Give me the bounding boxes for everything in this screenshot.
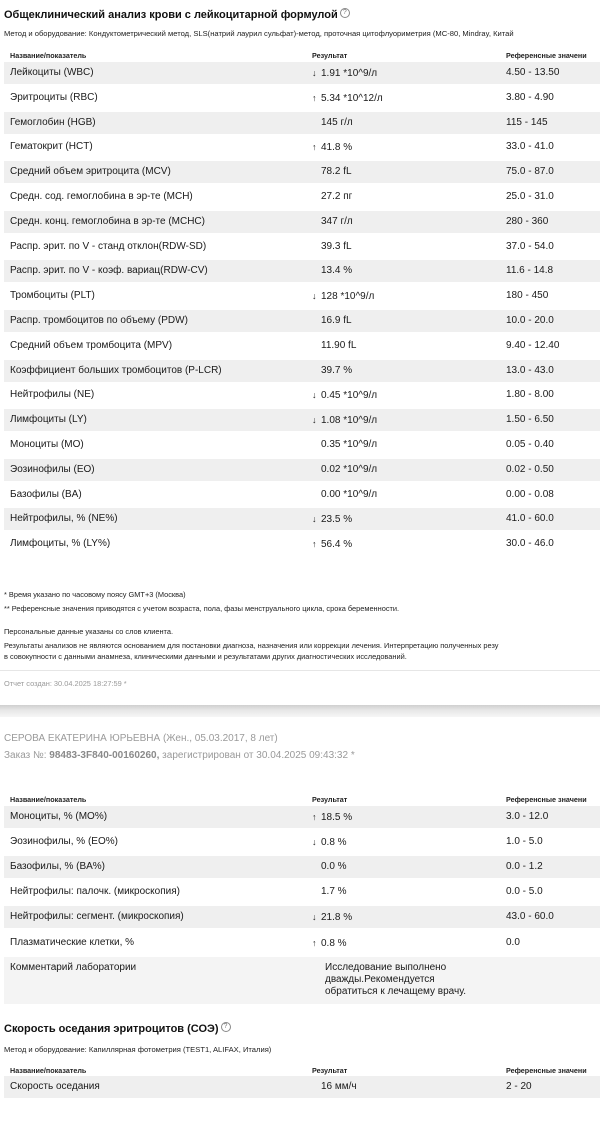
lab-comment-label: Комментарий лаборатории: [10, 962, 137, 973]
result-value: 0.8 %: [321, 837, 347, 849]
col-header-name: Название/показатель: [10, 795, 87, 804]
row-reference: 0.00 - 0.08: [506, 488, 554, 500]
table-row: [4, 508, 600, 530]
row-reference: 1.0 - 5.0: [506, 836, 543, 848]
row-name: Распр. эрит. по V - станд отклон(RDW-SD): [10, 240, 207, 252]
row-result: [312, 856, 347, 878]
row-result: [312, 533, 352, 555]
row-name: Средний объем эритроцита (MCV): [10, 166, 171, 178]
result-value: 0.02 *10^9/л: [321, 463, 378, 475]
row-name: Эозинофилы, % (EO%): [10, 836, 118, 848]
flag-arrow-icon: ↓: [312, 390, 317, 401]
flag-arrow-icon: ↓: [312, 415, 317, 426]
row-name: Скорость оседания: [10, 1081, 100, 1092]
row-reference: 11.6 - 14.8: [506, 265, 554, 277]
row-result: [312, 87, 383, 109]
row-result: [312, 112, 353, 134]
table-row: [4, 335, 600, 357]
row-result: [312, 409, 377, 431]
flag-arrow-icon: ↓: [312, 912, 317, 923]
row-name: Гематокрит (HCT): [10, 141, 93, 153]
result-value: 128 *10^9/л: [321, 291, 375, 303]
row-reference: 43.0 - 60.0: [506, 911, 554, 923]
row-name: Гемоглобин (HGB): [10, 116, 96, 128]
divider: [0, 670, 600, 671]
table-row: [4, 906, 600, 928]
result-value: 0.00 *10^9/л: [321, 488, 378, 500]
row-result: [312, 1076, 357, 1098]
row-reference: 3.80 - 4.90: [506, 91, 554, 103]
flag-arrow-icon: ↑: [312, 539, 317, 550]
row-reference: 180 - 450: [506, 290, 549, 302]
table-row: [4, 360, 600, 382]
result-value: 0.35 *10^9/л: [321, 439, 378, 450]
row-name: Нейтрофилы, % (NE%): [10, 513, 118, 525]
result-value: 21.8 %: [321, 912, 353, 924]
row-result: [312, 310, 352, 332]
row-name: Нейтрофилы: палочк. (микроскопия): [10, 886, 180, 898]
row-name: Плазматические клетки, %: [10, 936, 135, 948]
row-result: [312, 211, 353, 233]
order-registered: зарегистрирован от 30.04.2025 09:43:32 *: [162, 750, 355, 761]
row-reference: 13.0 - 43.0: [506, 364, 554, 376]
result-value: 39.7 %: [321, 364, 353, 376]
section-title-text: Скорость оседания эритроцитов (СОЭ): [4, 1023, 219, 1035]
result-value: 16.9 fL: [321, 315, 352, 326]
result-value: 347 г/л: [321, 215, 353, 227]
row-result: [312, 335, 356, 357]
table-row: [4, 1076, 600, 1098]
table-row: [4, 484, 600, 506]
row-result: [312, 62, 377, 84]
col-header-name: Название/показатель: [10, 1066, 87, 1075]
row-name: Лейкоциты (WBC): [10, 67, 94, 78]
row-name: Нейтрофилы: сегмент. (микроскопия): [10, 911, 184, 923]
lab-comment-line: дважды.Рекомендуется: [325, 974, 435, 985]
table-row: [4, 236, 600, 258]
result-value: 16 мм/ч: [321, 1081, 357, 1092]
lab-comment-row: [4, 957, 600, 1004]
result-value: 1.7 %: [321, 886, 347, 898]
row-name: Распр. тромбоцитов по объему (PDW): [10, 315, 188, 326]
question-circle-icon[interactable]: ?: [221, 1022, 231, 1032]
table-row: [4, 260, 600, 282]
row-result: [312, 459, 377, 481]
result-value: 13.4 %: [321, 265, 353, 277]
row-name: Моноциты, % (MO%): [10, 811, 108, 822]
row-result: [312, 136, 352, 158]
page-separator: [0, 705, 600, 717]
result-value: 5.34 *10^12/л: [321, 92, 383, 104]
row-name: Распр. эрит. по V - коэф. вариац(RDW-CV): [10, 265, 208, 277]
result-value: 1.91 *10^9/л: [321, 68, 378, 79]
footnote-timezone: * Время указано по часовому поясу GMT+3 (Москва): [4, 590, 186, 599]
row-name: Базофилы, % (BA%): [10, 861, 105, 873]
table-row: [4, 62, 600, 84]
section-title-esr: [4, 1023, 231, 1035]
row-reference: 9.40 - 12.40: [506, 339, 560, 351]
result-value: 1.08 *10^9/л: [321, 415, 378, 427]
table-row: [4, 136, 600, 158]
section-title-cbc: [4, 9, 350, 21]
row-reference: 115 - 145: [506, 116, 548, 128]
table-row: [4, 384, 600, 406]
row-result: [312, 161, 352, 183]
row-result: [312, 484, 377, 506]
table-row: [4, 87, 600, 109]
row-name: Эозинофилы (EO): [10, 463, 95, 475]
flag-arrow-icon: ↑: [312, 142, 317, 153]
result-value: 41.8 %: [321, 142, 353, 154]
col-header-ref: Референсные значени: [506, 1066, 587, 1075]
row-reference: 33.0 - 41.0: [506, 141, 554, 153]
footnote-disclaimer-2: в совокупности с данными анамнеза, клиническими данными и результатами других диагностических исследований.: [4, 652, 407, 661]
row-reference: 0.0 - 5.0: [506, 886, 543, 898]
row-name: Базофилы (BA): [10, 488, 82, 500]
flag-arrow-icon: ↑: [312, 92, 317, 103]
row-name: Тромбоциты (PLT): [10, 290, 95, 302]
row-result: [312, 434, 377, 456]
table-row: [4, 881, 600, 903]
table-row: [4, 932, 600, 954]
row-reference: 0.02 - 0.50: [506, 463, 554, 475]
col-header-ref: Референсные значени: [506, 795, 587, 804]
result-value: 27.2 пг: [321, 191, 353, 202]
row-reference: 2 - 20: [506, 1081, 532, 1092]
row-result: [312, 508, 352, 530]
row-result: [312, 236, 352, 258]
row-reference: 4.50 - 13.50: [506, 67, 560, 78]
table-row: [4, 112, 600, 134]
row-result: [312, 260, 352, 282]
row-reference: 0.0 - 1.2: [506, 861, 543, 873]
table-row: [4, 285, 600, 307]
table-row: [4, 409, 600, 431]
footnote-personal-data: Персональные данные указаны со слов клиента.: [4, 627, 173, 636]
footnote-reference: ** Референсные значения приводятся с учетом возраста, пола, фазы менструального цикла, срока беременности.: [4, 604, 400, 613]
flag-arrow-icon: ↓: [312, 68, 317, 78]
lab-comment-line: Исследование выполнено: [325, 962, 447, 973]
row-name: Средн. конц. гемоглобина в эр-те (MCHC): [10, 215, 205, 227]
result-value: 0.8 %: [321, 937, 347, 949]
table-row: [4, 434, 600, 456]
col-header-ref: Референсные значени: [506, 51, 587, 60]
row-name: Лимфоциты, % (LY%): [10, 538, 111, 550]
flag-arrow-icon: ↑: [312, 937, 317, 948]
row-name: Нейтрофилы (NE): [10, 389, 95, 401]
row-result: [312, 932, 347, 954]
row-reference: 0.0: [506, 936, 520, 948]
patient-name-line: СЕРОВА ЕКАТЕРИНА ЮРЬЕВНА (Жен., 05.03.2017, 8 лет): [4, 733, 278, 744]
row-name: Коэффициент больших тромбоцитов (P-LCR): [10, 364, 222, 376]
row-reference: 75.0 - 87.0: [506, 166, 554, 178]
col-header-result: Результат: [312, 1066, 348, 1075]
footnote-disclaimer-1: Результаты анализов не являются основанием для постановки диагноза, назначения или коррекции лечения. Интерпретацию полученных резу: [4, 641, 499, 650]
section-title-text: Общеклинический анализ крови с лейкоцитарной формулой: [4, 9, 338, 21]
row-reference: 41.0 - 60.0: [506, 513, 554, 525]
flag-arrow-icon: ↑: [312, 812, 317, 822]
result-value: 39.3 fL: [321, 240, 352, 252]
result-value: 11.90 fL: [321, 339, 357, 351]
table-row: [4, 310, 600, 332]
result-value: 23.5 %: [321, 514, 353, 526]
row-result: [312, 881, 347, 903]
order-label: Заказ №:: [4, 750, 47, 761]
flag-arrow-icon: ↓: [312, 291, 317, 302]
col-header-result: Результат: [312, 51, 348, 60]
table-row: [4, 806, 600, 828]
table-row: [4, 459, 600, 481]
row-result: [312, 186, 352, 208]
row-result: [312, 906, 352, 928]
row-result: [312, 285, 374, 307]
row-name: Моноциты (MO): [10, 439, 84, 450]
report-created: Отчет создан: 30.04.2025 18:27:59 *: [4, 679, 127, 688]
row-reference: 37.0 - 54.0: [506, 240, 554, 252]
row-reference: 25.0 - 31.0: [506, 191, 554, 202]
row-name: Лимфоциты (LY): [10, 414, 87, 426]
row-reference: 1.80 - 8.00: [506, 389, 554, 401]
table-row: [4, 186, 600, 208]
result-value: 56.4 %: [321, 539, 353, 551]
order-number: 98483-3F840-00160260,: [49, 750, 160, 761]
row-result: [312, 831, 347, 853]
row-reference: 0.05 - 0.40: [506, 439, 554, 450]
row-name: Средний объем тромбоцита (MPV): [10, 339, 173, 351]
row-reference: 10.0 - 20.0: [506, 315, 554, 326]
row-reference: 1.50 - 6.50: [506, 414, 554, 426]
result-value: 78.2 fL: [321, 166, 352, 178]
table-row: [4, 856, 600, 878]
flag-arrow-icon: ↓: [312, 514, 317, 525]
result-value: 0.0 %: [321, 861, 347, 873]
col-header-result: Результат: [312, 795, 348, 804]
table-row: [4, 211, 600, 233]
row-result: [312, 360, 352, 382]
method-line: Метод и оборудование: Кондуктометрический метод, SLS(натрий лаурил сульфат)-метод, проточная цитофлуориметрия (MC-80, Mindray, Китай: [4, 29, 514, 38]
result-value: 18.5 %: [321, 812, 353, 823]
row-name: Средн. сод. гемоглобина в эр-те (MCH): [10, 191, 193, 202]
row-reference: 30.0 - 46.0: [506, 538, 554, 550]
flag-arrow-icon: ↓: [312, 837, 317, 848]
row-result: [312, 806, 352, 828]
row-reference: 3.0 - 12.0: [506, 811, 549, 822]
row-result: [312, 384, 377, 406]
result-value: 145 г/л: [321, 116, 353, 128]
result-value: 0.45 *10^9/л: [321, 390, 378, 402]
question-circle-icon[interactable]: ?: [340, 8, 350, 18]
row-reference: 280 - 360: [506, 215, 549, 227]
method-line: Метод и оборудование: Капиллярная фотометрия (TEST1, ALIFAX, Италия): [4, 1045, 272, 1054]
table-row: [4, 831, 600, 853]
table-row: [4, 161, 600, 183]
row-name: Эритроциты (RBC): [10, 91, 98, 103]
order-line: [4, 750, 355, 761]
lab-comment-text: [325, 962, 466, 998]
table-row: [4, 533, 600, 555]
col-header-name: Название/показатель: [10, 51, 87, 60]
lab-comment-line: обратиться к лечащему врачу.: [325, 986, 466, 997]
